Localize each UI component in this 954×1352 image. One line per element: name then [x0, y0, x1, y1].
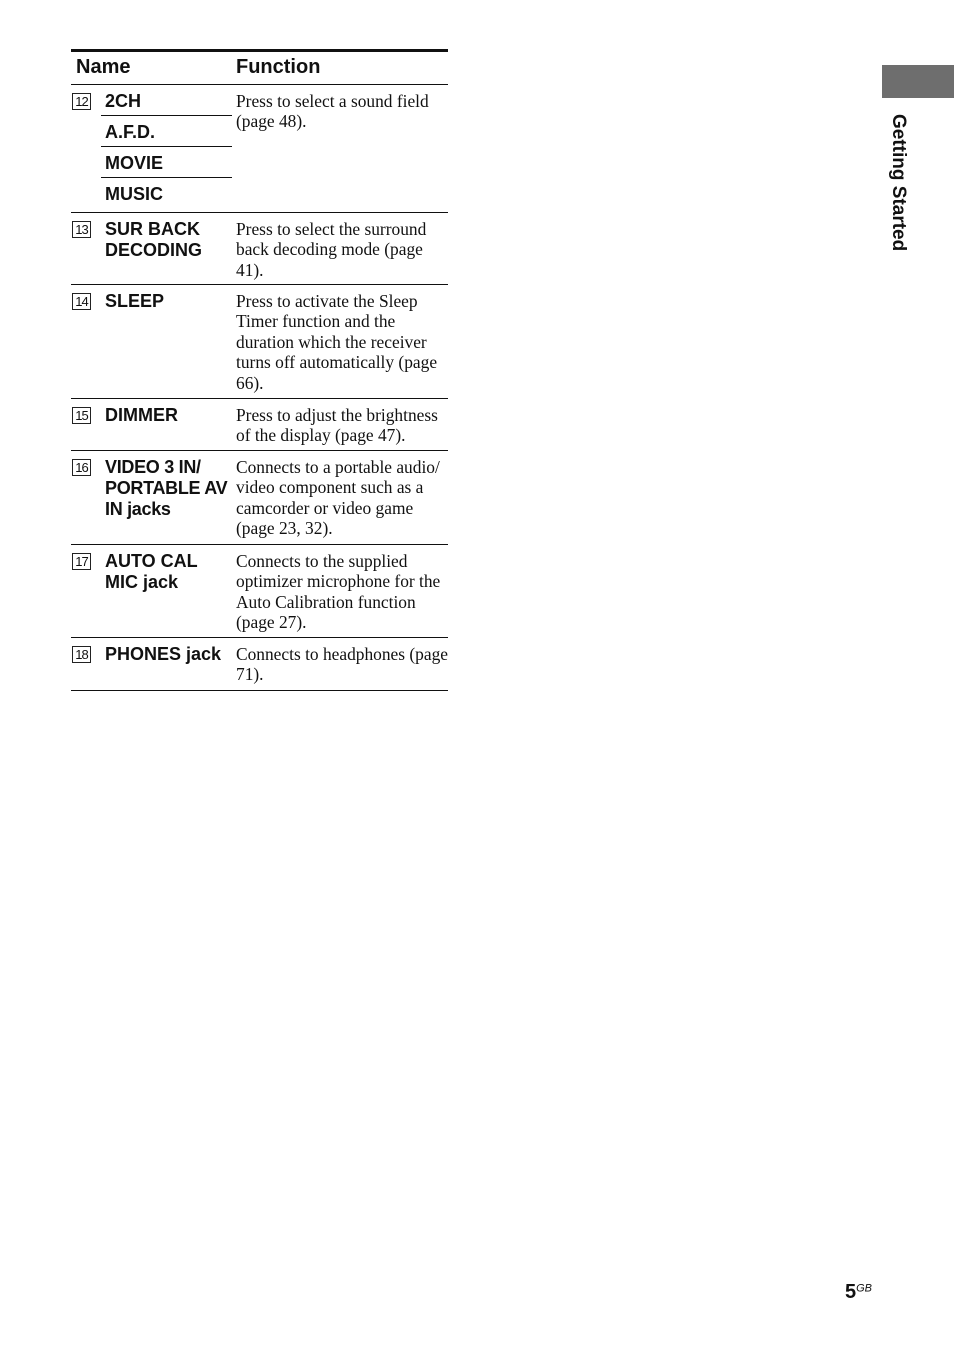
column-header-name: Name [76, 56, 131, 78]
item-name: MOVIE [101, 147, 232, 178]
table-header [71, 52, 448, 85]
item-name: VIDEO 3 IN/ PORTABLE AV IN jacks [105, 457, 228, 519]
item-name: A.F.D. [101, 116, 232, 147]
item-number: 18 [72, 646, 91, 663]
name-cell [101, 85, 232, 209]
item-function: Press to select a sound field (page 48). [236, 91, 429, 132]
item-name: AUTO CAL MIC jack [105, 551, 198, 592]
section-title: Getting Started [888, 114, 909, 252]
page-number-value: 5 [845, 1281, 857, 1303]
item-name: SUR BACK DECODING [105, 219, 203, 260]
item-function: Connects to a portable audio/ video component such as a camcorder or video game (page 23, 32). [236, 457, 440, 539]
item-number: 12 [72, 93, 91, 110]
item-name: SLEEP [105, 291, 165, 311]
table-row [71, 285, 448, 399]
function-table [71, 49, 448, 691]
item-function: Press to select the surround back decoding mode (page 41). [236, 219, 427, 280]
item-number: 15 [72, 407, 91, 424]
item-number: 16 [72, 459, 91, 476]
item-function: Connects to the supplied optimizer microphone for the Auto Calibration function (page 27). [236, 551, 441, 633]
table-row [71, 85, 448, 213]
column-header-function: Function [236, 56, 321, 78]
table-row [71, 451, 448, 545]
section-tab-marker [882, 65, 954, 98]
item-function: Press to adjust the brightness of the display (page 47). [236, 405, 438, 446]
item-number: 17 [72, 553, 91, 570]
item-function: Press to activate the Sleep Timer function and the duration which the receiver turns off automatically (page 66). [236, 291, 438, 393]
section-side-label [882, 114, 926, 274]
table-row [71, 399, 448, 451]
table-row [71, 638, 448, 691]
item-name: DIMMER [105, 405, 178, 425]
item-number: 13 [72, 221, 91, 238]
item-number: 14 [72, 293, 91, 310]
table-row [71, 545, 448, 638]
item-name: PHONES jack [105, 644, 222, 664]
page-number [845, 1281, 872, 1304]
item-name: 2CH [101, 85, 232, 116]
item-function: Connects to headphones (page 71). [236, 644, 449, 685]
page-number-suffix: GB [856, 1282, 873, 1295]
table-row [71, 213, 448, 285]
item-name: MUSIC [105, 184, 163, 204]
